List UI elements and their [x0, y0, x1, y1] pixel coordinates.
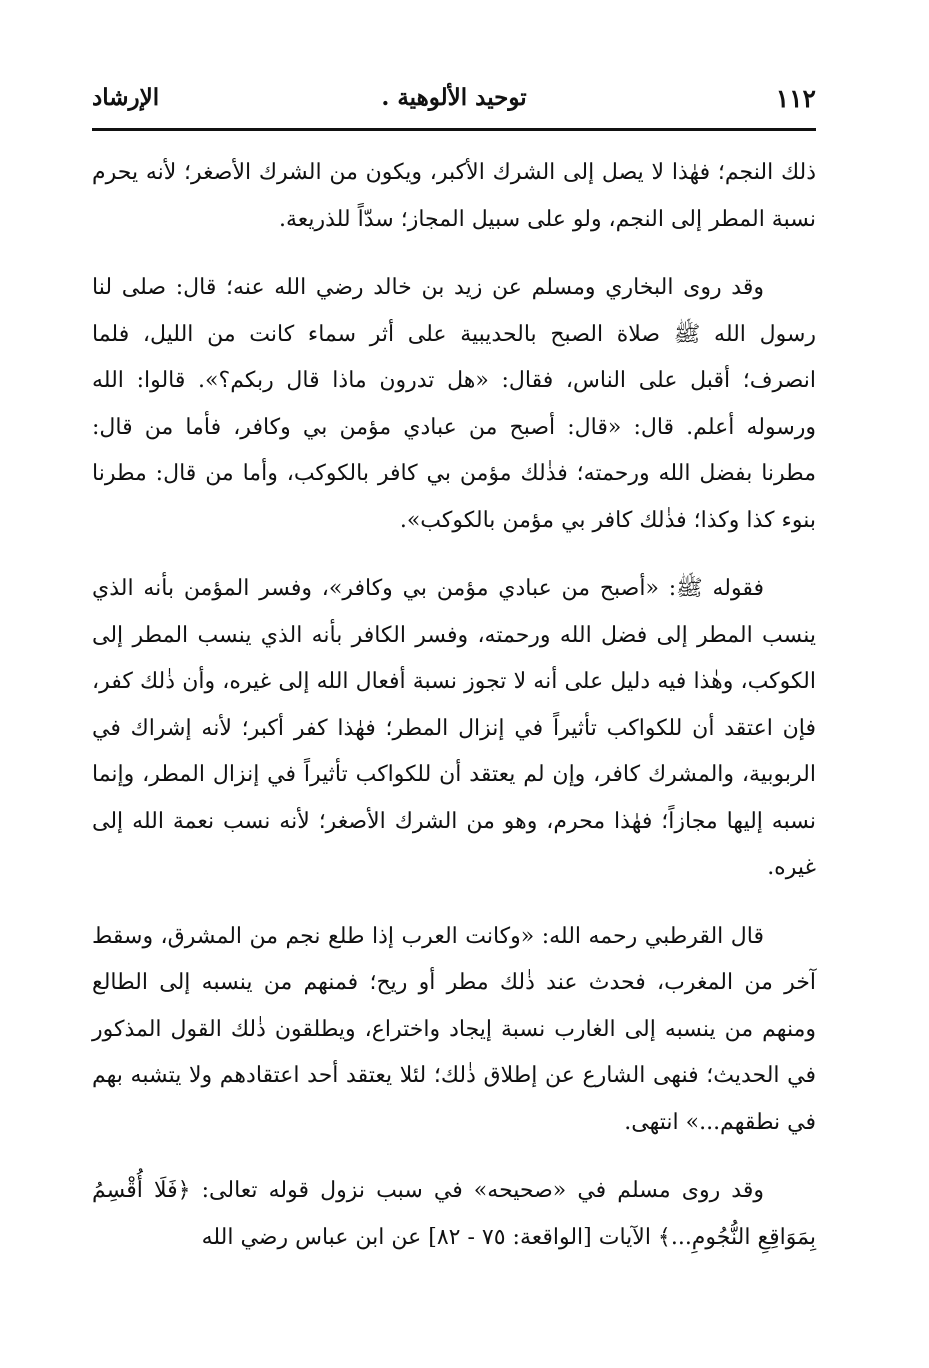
- header-rule: [92, 128, 816, 131]
- running-header: [92, 84, 816, 124]
- paragraph-4: قال القرطبي رحمه الله: «وكانت العرب إذا طلع نجم من المشرق، وسقط آخر من المغرب، فحدث عند ذٰلك مطر أو ريح؛ فمنهم من ينسبه إلى الطالع ومنهم من ينسبه إلى الغارب نسبة إيجاد واختراع، ويطلقون ذٰلك القول المذكور في الحديث؛ فنهى الشارع عن إطلاق ذٰلك؛ لئلا يعتقد أحد اعتقادهم ولا يتشبه بهم في نطقهم...» انتهى.: [92, 923, 816, 1135]
- body-text: [92, 150, 816, 1261]
- page-number: ١١٢: [775, 84, 816, 113]
- paragraph-1: ذلك النجم؛ فهٰذا لا يصل إلى الشرك الأكبر، ويكون من الشرك الأصغر؛ لأنه يحرم نسبة المطر إلى النجم، ولو على سبيل المجاز؛ سدّاً للذريعة.: [92, 160, 817, 232]
- chapter-title: توحيد الألوهية .: [381, 84, 527, 111]
- book-title: الإرشاد: [92, 84, 160, 111]
- paragraph-5: وقد روى مسلم في «صحيحه» في سبب نزول قوله تعالى: ﴿فَلَا أُقْسِمُ بِمَوَاقِعِ النُّجُومِ...﴾ الآيات [الواقعة: ٧٥ - ٨٢] عن ابن عباس رضي الله: [92, 1178, 816, 1250]
- paragraph-3: فقوله ﷺ: «أصبح من عبادي مؤمن بي وكافر»، وفسر المؤمن بأنه الذي ينسب المطر إلى فضل الله ورحمته، وفسر الكافر بأنه الذي ينسب المطر إلى الكوكب، وهٰذا فيه دليل على أنه لا تجوز نسبة أفعال الله إلى غيره، وأن ذٰلك كفر، فإن اعتقد أن للكواكب تأثيراً في إنزال المطر؛ فهٰذا كفر أكبر؛ لأنه إشراك في الربوبية، والمشرك كافر، وإن لم يعتقد أن للكواكب تأثيراً في إنزال المطر، وإنما نسبه إليها مجازاً؛ فهٰذا محرم، وهو من الشرك الأصغر؛ لأنه نسب نعمة الله إلى غيره.: [92, 576, 816, 880]
- paragraph-2: وقد روى البخاري ومسلم عن زيد بن خالد رضي الله عنه؛ قال: صلى لنا رسول الله ﷺ صلاة الصبح بالحديبية على أثر سماء كانت من الليل، فلما انصرف؛ أقبل على الناس، فقال: «هل تدرون ماذا قال ربكم؟». قالوا: الله ورسوله أعلم. قال: «قال: أصبح من عبادي مؤمن بي وكافر، فأما من قال: مطرنا بفضل الله ورحمته؛ فذٰلك مؤمن بي كافر بالكوكب، وأما من قال: مطرنا بنوء كذا وكذا؛ فذٰلك كافر بي مؤمن بالكوكب».: [92, 275, 816, 533]
